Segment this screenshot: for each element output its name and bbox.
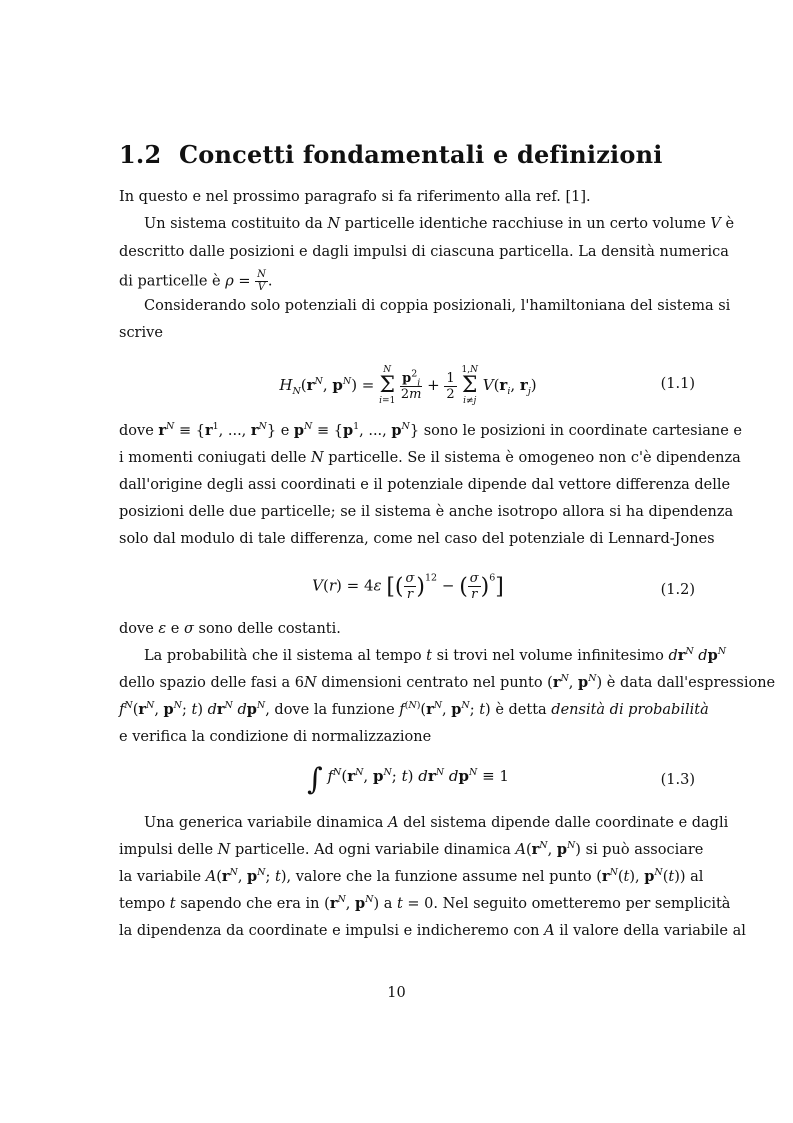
paragraph-line: posizioni delle due particelle; se il sistema è anche isotropo allora si ha dipendenza [119, 504, 734, 520]
page-number: 10 [387, 985, 406, 1001]
paragraph-line: solo dal modulo di tale differenza, come nel caso del potenziale di Lennard-Jones [119, 531, 715, 547]
section-heading [119, 140, 663, 169]
equation-1-1 [119, 366, 697, 410]
paragraph-line: $f^N(r^N$, $p^N$; t) $dr^N$ $dp^N$, dove la funzione $f^{(N)}(r^N$, $p^N$; t) è detta densità di probabilità [119, 700, 709, 718]
paragraph-line: tempo t sapendo che era in ($r^N$, $p^N$) a t = 0. Nel seguito ometteremo per semplicità [119, 894, 731, 912]
equation-1-3 [119, 762, 697, 806]
equation-label: (1.3) [660, 772, 695, 788]
paragraph-line: impulsi delle N particelle. Ad ogni variabile dinamica $A(r^N$, $p^N$) si può associare [119, 840, 704, 858]
paragraph-line: Un sistema costituito da N particelle identiche racchiuse in un certo volume V è [144, 216, 735, 232]
paragraph-line: dello spazio delle fasi a 6N dimensioni centrato nel punto ($r^N$, $p^N$) è data dall'espressione [119, 673, 776, 691]
section-title: Concetti fondamentali e definizioni [179, 140, 663, 169]
paragraph-line: e verifica la condizione di normalizzazione [119, 729, 432, 745]
normalization-formula: ∫ $f^N(r^N$, $p^N$; t) $dr^N$ $dp^N \equiv 1$ [307, 762, 509, 797]
paragraph-line: la variabile $A(r^N$, $p^N$; t), valore che la funzione assume nel punto ($r^N(t)$, $p^N(t)$) al [119, 867, 704, 885]
paragraph-line: dove $r^N \equiv \{r^1$, ..., $r^N$} e $p^N \equiv \{p^1$, ..., $p^N$} sono le posizioni in coordinate cartesiane e [119, 421, 743, 439]
paragraph-line: la dipendenza da coordinate e impulsi e indicheremo con A il valore della variabile al [119, 923, 746, 939]
paragraph-line: dall'origine degli assi coordinati e il potenziale dipende dal vettore differenza delle [119, 477, 731, 493]
paragraph-line: scrive [119, 325, 163, 341]
lennard-jones-formula: V(r) = 4ε [( $\frac{\sigma}{r}$ )$^{12}$ − ( $\frac{\sigma}{r}$ )$^6$] [312, 571, 504, 602]
equation-label: (1.2) [660, 582, 695, 598]
paragraph-line: La probabilità che il sistema al tempo t si trovi nel volume infinitesimo $dr^N$ $dp^N$ [144, 646, 727, 664]
paragraph-line: Una generica variabile dinamica A del sistema dipende dalle coordinate e dagli [144, 815, 729, 831]
paragraph-line: Considerando solo potenziali di coppia posizionali, l'hamiltoniana del sistema si [144, 298, 731, 314]
section-number: 1.2 [119, 140, 162, 169]
equation-label: (1.1) [660, 376, 695, 392]
paragraph-line: di particelle è ρ = $\frac{N}{V}$ . [119, 269, 273, 293]
paragraph-line: descritto dalle posizioni e dagli impulsi di ciascuna particella. La densità numerica [119, 244, 729, 260]
paragraph-line: dove ε e σ sono delle costanti. [119, 621, 341, 637]
paragraph-intro: In questo e nel prossimo paragrafo si fa riferimento alla ref. [1]. [119, 189, 591, 205]
equation-1-2 [119, 572, 697, 616]
emphasis-term: densità di probabilità [551, 702, 709, 718]
paragraph-line: i momenti coniugati delle N particelle. Se il sistema è omogeneo non c'è dipendenza [119, 450, 741, 466]
hamiltonian-formula: $H_N(r^N$, $p^N$) = N Σ i=1 $\frac{p^2_i}{2m}$ + $\frac{1}{2}$ 1,N Σ i≠j $V(r_i$, $r_j$) [279, 365, 537, 406]
